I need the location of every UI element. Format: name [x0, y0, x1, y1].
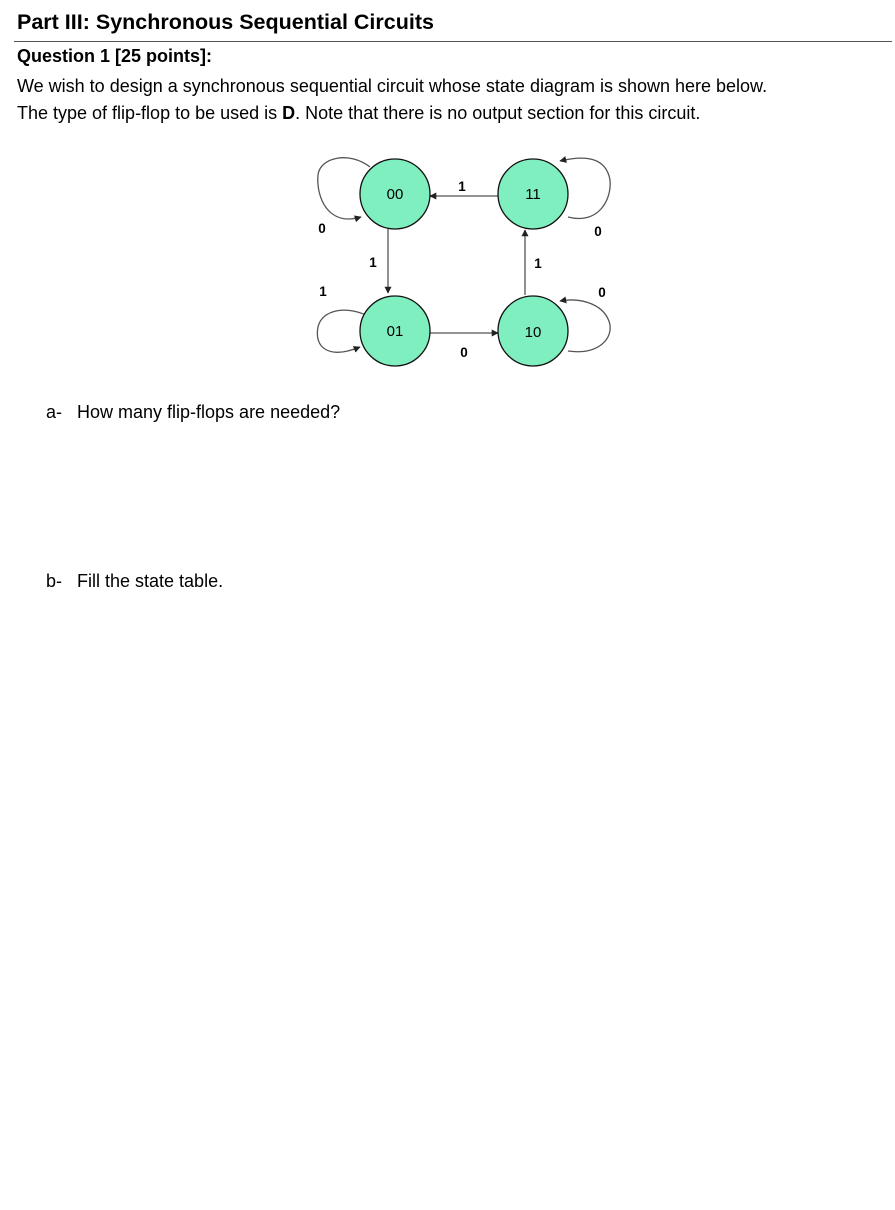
question-title: Question 1 [25 points]:: [17, 46, 213, 66]
title-divider: [14, 41, 892, 42]
label-10-to-10: 0: [598, 285, 606, 300]
label-11-to-00: 1: [458, 179, 466, 194]
label-00-to-00: 0: [318, 221, 326, 236]
state-diagram: [300, 145, 630, 380]
state-00-label: 00: [386, 186, 404, 203]
intro-line-1: We wish to design a synchronous sequential circuit whose state diagram is shown here below.: [17, 76, 768, 96]
intro-line-2-post: . Note that there is no output section for this circuit.: [295, 103, 701, 123]
state-01: [360, 296, 430, 366]
question-intro: [17, 73, 767, 127]
question-a-label: a-: [46, 402, 63, 422]
label-01-to-10: 0: [460, 345, 468, 360]
question-a-text: How many flip-flops are needed?: [77, 402, 341, 422]
intro-line-2-pre: The type of flip-flop to be used is: [17, 103, 283, 123]
state-10-label: 10: [524, 324, 542, 341]
state-11: [498, 159, 568, 229]
question-b-label: b-: [46, 571, 63, 591]
question-a: [46, 402, 340, 423]
label-01-to-01: 1: [319, 284, 327, 299]
state-10: [498, 296, 568, 366]
part-title: Part III: Synchronous Sequential Circuits: [17, 10, 434, 34]
state-11-label: 11: [525, 186, 541, 203]
question-b: [46, 571, 223, 592]
label-11-to-11: 0: [594, 224, 602, 239]
state-01-label: 01: [386, 323, 404, 340]
flip-flop-type: D: [282, 103, 296, 123]
state-00: [360, 159, 430, 229]
intro-line-2: [17, 100, 767, 127]
question-b-text: Fill the state table.: [77, 571, 224, 591]
label-00-to-01: 1: [369, 255, 377, 270]
label-10-to-11: 1: [534, 256, 542, 271]
